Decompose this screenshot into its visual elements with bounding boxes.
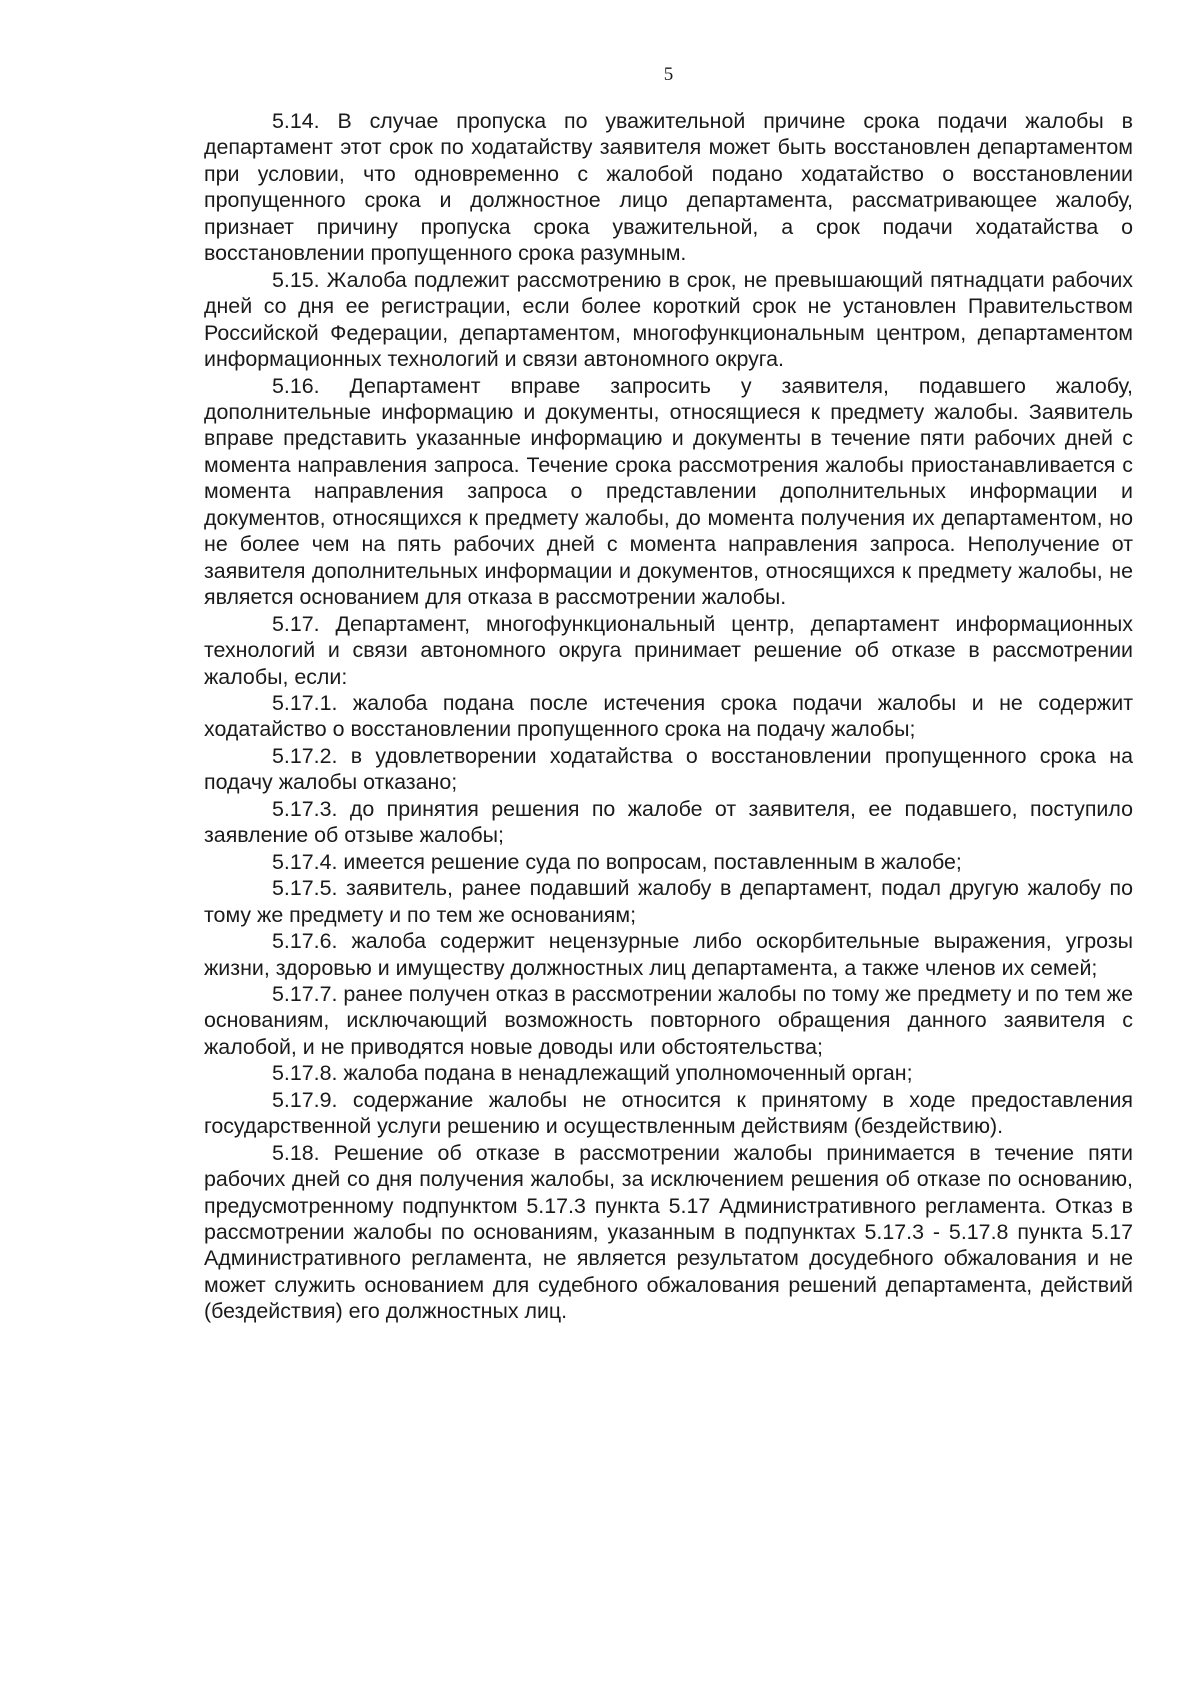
page-number: 5 — [663, 64, 674, 85]
paragraph-5-17-3: 5.17.3. до принятия решения по жалобе от заявителя, ее подавшего, поступило заявление об отзыве жалобы; — [204, 796, 1133, 848]
paragraph-5-17-1: 5.17.1. жалоба подана после истечения срока подачи жалобы и не содержит ходатайство о восстановлении пропущенного срока на подачу жалобы; — [204, 690, 1133, 742]
paragraph-5-17-8: 5.17.8. жалоба подана в ненадлежащий уполномоченный орган; — [272, 1061, 913, 1086]
paragraph-5-15: 5.15. Жалоба подлежит рассмотрению в срок, не превышающий пятнадцати рабочих дней со дня ее регистрации, если более короткий срок не установлен Правительством Российской Федерации, департаментом, многофункциональным центром, департаментом информационных технологий и связи автономного округа. — [204, 267, 1133, 372]
paragraph-5-17-4: 5.17.4. имеется решение суда по вопросам, поставленным в жалобе; — [272, 849, 962, 874]
paragraph-5-17: 5.17. Департамент, многофункциональный центр, департамент информационных технологий и связи автономного округа принимает решение об отказе в рассмотрении жалобы, если: — [204, 611, 1133, 689]
paragraph-5-14: 5.14. В случае пропуска по уважительной причине срока подачи жалобы в департамент этот срок по ходатайству заявителя может быть восстановлен департаментом при условии, что одновременно с жалобой подано ходатайство о восстановлении пропущенного срока и должностное лицо департамента, рассматривающее жалобу, признает причину пропуска срока уважительной, а срок подачи ходатайства о восстановлении пропущенного срока разумным. — [204, 109, 1133, 266]
paragraph-5-16: 5.16. Департамент вправе запросить у заявителя, подавшего жалобу, дополнительные информацию и документы, относящиеся к предмету жалобы. Заявитель вправе представить указанные информацию и документы в течение пяти рабочих дней с момента направления запроса. Течение срока рассмотрения жалобы приостанавливается с момента направления запроса о представлении дополнительных информации и документов, относящихся к предмету жалобы, до момента получения их департаментом, но не более чем на пять рабочих дней с момента направления запроса. Неполучение от заявителя дополнительных информации и документов, относящихся к предмету жалобы, не является основанием для отказа в рассмотрении жалобы. — [204, 373, 1133, 610]
document-body — [204, 108, 1133, 1325]
paragraph-5-17-5: 5.17.5. заявитель, ранее подавший жалобу в департамент, подал другую жалобу по тому же предмету и по тем же основаниям; — [204, 876, 1133, 927]
paragraph-5-17-6: 5.17.6. жалоба содержит нецензурные либо оскорбительные выражения, угрозы жизни, здоровью и имуществу должностных лиц департамента, а также членов их семей; — [204, 929, 1133, 980]
paragraph-5-17-2: 5.17.2. в удовлетворении ходатайства о восстановлении пропущенного срока на подачу жалобы отказано; — [204, 743, 1133, 795]
paragraph-5-17-9: 5.17.9. содержание жалобы не относится к принятому в ходе предоставления государственной услуги решению и осуществленным действиям (бездействию). — [204, 1087, 1133, 1139]
paragraph-5-18: 5.18. Решение об отказе в рассмотрении жалобы принимается в течение пяти рабочих дней со дня получения жалобы, за исключением решения об отказе по основанию, предусмотренному подпунктом 5.17.3 пункта 5.17 Административного регламента. Отказ в рассмотрении жалобы по основаниям, указанным в подпунктах 5.17.3 - 5.17.8 пункта 5.17 Административного регламента, не является результатом досудебного обжалования и не может служить основанием для судебного обжалования решений департамента, действий (бездействия) его должностных лиц. — [204, 1140, 1133, 1324]
paragraph-5-17-7: 5.17.7. ранее получен отказ в рассмотрении жалобы по тому же предмету и по тем же основаниям, исключающий возможность повторного обращения данного заявителя с жалобой, и не приводятся новые доводы или обстоятельства; — [204, 981, 1133, 1059]
